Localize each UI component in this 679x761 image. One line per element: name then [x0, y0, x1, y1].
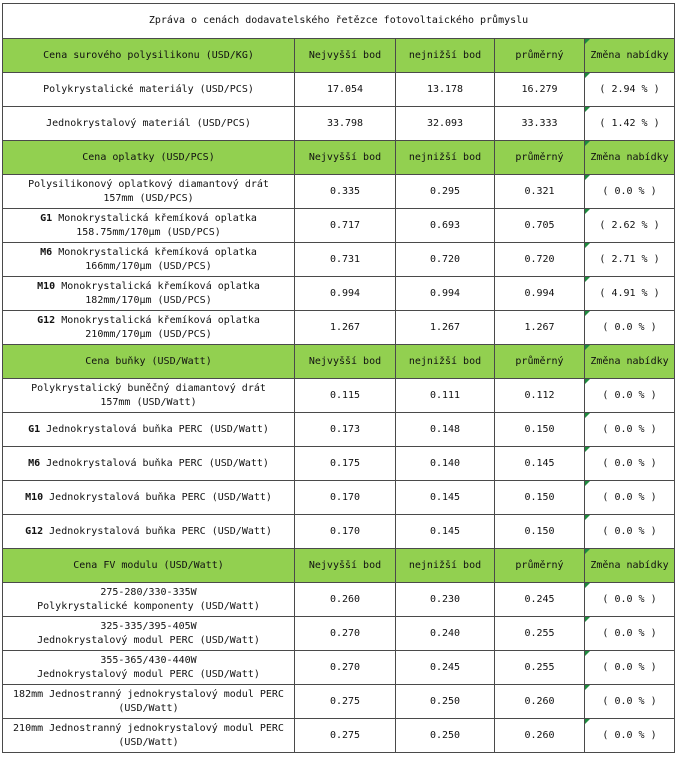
row-label-line-2: Polykrystalické komponenty (USD/Watt)	[37, 600, 260, 612]
value-high: 17.054	[295, 73, 396, 107]
value-avg: 0.994	[495, 277, 585, 311]
row-label	[3, 651, 295, 685]
row-label-line-1	[6, 280, 291, 294]
value-change: ( 0.0 % )	[585, 379, 675, 413]
row-label-line-2: 157mm (USD/PCS)	[103, 192, 194, 204]
col-header-high: Nejvyšší bod	[295, 141, 396, 175]
row-label-line-2: Jednokrystalový modul PERC (USD/Watt)	[37, 634, 260, 646]
table-row	[3, 73, 675, 107]
row-label	[3, 311, 295, 345]
table-row	[3, 311, 675, 345]
row-label-text: 210mm Jednostranný jednokrystalový modul PERC	[13, 722, 284, 734]
value-low: 0.145	[396, 515, 495, 549]
row-label	[3, 379, 295, 413]
report-title: Zpráva o cenách dodavatelského řetězce fotovoltaického průmyslu	[3, 4, 675, 39]
value-high: 0.275	[295, 685, 396, 719]
table-row	[3, 481, 675, 515]
value-change: ( 2.71 % )	[585, 243, 675, 277]
value-high: 0.270	[295, 617, 396, 651]
row-label-text: Monokrystalická křemíková oplatka	[58, 246, 257, 258]
row-label-line-1	[6, 178, 291, 192]
section-title: Cena oplatky (USD/PCS)	[3, 141, 295, 175]
row-label-text: 325-335/395-405W	[100, 620, 197, 632]
value-avg: 0.705	[495, 209, 585, 243]
value-low: 0.145	[396, 481, 495, 515]
row-label-line-1	[6, 382, 291, 396]
value-high: 0.175	[295, 447, 396, 481]
row-label	[3, 277, 295, 311]
row-label-line-2: 210mm/170μm (USD/PCS)	[85, 328, 212, 340]
row-label-line-2: 166mm/170μm (USD/PCS)	[85, 260, 212, 272]
section-title: Cena FV modulu (USD/Watt)	[3, 549, 295, 583]
col-header-low: nejnižší bod	[396, 141, 495, 175]
value-change: ( 0.0 % )	[585, 583, 675, 617]
value-change: ( 4.91 % )	[585, 277, 675, 311]
row-label	[3, 685, 295, 719]
row-label-text: Jednokrystalový materiál (USD/PCS)	[46, 117, 251, 129]
value-avg: 0.255	[495, 651, 585, 685]
value-low: 0.140	[396, 447, 495, 481]
row-label	[3, 719, 295, 753]
value-change: ( 0.0 % )	[585, 685, 675, 719]
value-high: 0.173	[295, 413, 396, 447]
row-label-line-2: 182mm/170μm (USD/PCS)	[85, 294, 212, 306]
section-title: Cena buňky (USD/Watt)	[3, 345, 295, 379]
table-row	[3, 515, 675, 549]
table-row	[3, 209, 675, 243]
table-row	[3, 413, 675, 447]
row-label	[3, 481, 295, 515]
value-high: 0.260	[295, 583, 396, 617]
section-title: Cena surového polysilikonu (USD/KG)	[3, 39, 295, 73]
value-change: ( 2.62 % )	[585, 209, 675, 243]
row-label-line-2: (USD/Watt)	[118, 702, 179, 714]
value-high: 0.170	[295, 515, 396, 549]
section-header-row	[3, 549, 675, 583]
value-high: 1.267	[295, 311, 396, 345]
row-label-text: 275-280/330-335W	[100, 586, 197, 598]
size-prefix: M10	[25, 491, 44, 503]
value-high: 0.994	[295, 277, 396, 311]
size-prefix: G1	[40, 212, 53, 224]
value-low: 0.250	[396, 719, 495, 753]
row-label	[3, 175, 295, 209]
col-header-change: Změna nabídky	[585, 39, 675, 73]
value-low: 32.093	[396, 107, 495, 141]
size-prefix: G1	[28, 423, 41, 435]
value-low: 0.720	[396, 243, 495, 277]
row-label-line-1	[6, 586, 291, 600]
col-header-avg: průměrný	[495, 39, 585, 73]
row-label-text: Jednokrystalová buňka PERC (USD/Watt)	[49, 525, 272, 537]
table-row	[3, 107, 675, 141]
col-header-high: Nejvyšší bod	[295, 39, 396, 73]
row-label	[3, 73, 295, 107]
row-label-line-1	[6, 212, 291, 226]
value-avg: 0.150	[495, 481, 585, 515]
table-row	[3, 243, 675, 277]
size-prefix: M10	[37, 280, 56, 292]
row-label-line-2: 157mm (USD/Watt)	[100, 396, 197, 408]
table-row	[3, 685, 675, 719]
value-low: 0.148	[396, 413, 495, 447]
value-high: 0.275	[295, 719, 396, 753]
size-prefix: G12	[37, 314, 56, 326]
row-label	[3, 413, 295, 447]
row-label-text: Monokrystalická křemíková oplatka	[61, 314, 260, 326]
col-header-low: nejnižší bod	[396, 345, 495, 379]
title-row	[3, 4, 675, 39]
row-label	[3, 107, 295, 141]
col-header-change: Změna nabídky	[585, 345, 675, 379]
row-label-text: Monokrystalická křemíková oplatka	[58, 212, 257, 224]
value-low: 0.230	[396, 583, 495, 617]
value-avg: 0.720	[495, 243, 585, 277]
value-avg: 0.112	[495, 379, 585, 413]
row-label	[3, 515, 295, 549]
col-header-avg: průměrný	[495, 141, 585, 175]
row-label-line-1	[6, 654, 291, 668]
value-change: ( 0.0 % )	[585, 311, 675, 345]
col-header-avg: průměrný	[495, 345, 585, 379]
row-label-line-2: Jednokrystalový modul PERC (USD/Watt)	[37, 668, 260, 680]
value-avg: 0.321	[495, 175, 585, 209]
col-header-high: Nejvyšší bod	[295, 549, 396, 583]
value-change: ( 1.42 % )	[585, 107, 675, 141]
value-change: ( 2.94 % )	[585, 73, 675, 107]
col-header-change: Změna nabídky	[585, 549, 675, 583]
col-header-avg: průměrný	[495, 549, 585, 583]
row-label	[3, 209, 295, 243]
table-row	[3, 379, 675, 413]
row-label	[3, 617, 295, 651]
report-body	[3, 4, 675, 753]
value-low: 13.178	[396, 73, 495, 107]
col-header-low: nejnižší bod	[396, 549, 495, 583]
col-header-change: Změna nabídky	[585, 141, 675, 175]
value-avg: 0.260	[495, 685, 585, 719]
row-label-text: Polykrystalické materiály (USD/PCS)	[43, 83, 254, 95]
value-high: 33.798	[295, 107, 396, 141]
value-low: 0.994	[396, 277, 495, 311]
value-low: 0.250	[396, 685, 495, 719]
row-label-line-1	[6, 722, 291, 736]
row-label-text: Monokrystalická křemíková oplatka	[61, 280, 260, 292]
table-row	[3, 583, 675, 617]
row-label-text: Jednokrystalová buňka PERC (USD/Watt)	[49, 491, 272, 503]
value-avg: 33.333	[495, 107, 585, 141]
table-row	[3, 447, 675, 481]
value-change: ( 0.0 % )	[585, 719, 675, 753]
size-prefix: G12	[25, 525, 44, 537]
section-header-row	[3, 345, 675, 379]
value-avg: 1.267	[495, 311, 585, 345]
value-change: ( 0.0 % )	[585, 481, 675, 515]
row-label-text: 182mm Jednostranný jednokrystalový modul PERC	[13, 688, 284, 700]
row-label-line-1	[6, 688, 291, 702]
row-label-line-2: 158.75mm/170μm (USD/PCS)	[76, 226, 221, 238]
value-avg: 0.145	[495, 447, 585, 481]
value-high: 0.270	[295, 651, 396, 685]
section-header-row	[3, 141, 675, 175]
row-label-text: Polykrystalický buněčný diamantový drát	[31, 382, 266, 394]
section-header-row	[3, 39, 675, 73]
value-low: 0.245	[396, 651, 495, 685]
value-change: ( 0.0 % )	[585, 515, 675, 549]
value-low: 0.111	[396, 379, 495, 413]
table-row	[3, 651, 675, 685]
row-label	[3, 583, 295, 617]
row-label	[3, 243, 295, 277]
value-high: 0.717	[295, 209, 396, 243]
row-label-line-2: (USD/Watt)	[118, 736, 179, 748]
value-high: 0.731	[295, 243, 396, 277]
value-low: 0.693	[396, 209, 495, 243]
table-row	[3, 175, 675, 209]
row-label-line-1	[6, 620, 291, 634]
row-label-text: Jednokrystalová buňka PERC (USD/Watt)	[46, 457, 269, 469]
row-label-line-1	[6, 314, 291, 328]
size-prefix: M6	[28, 457, 41, 469]
value-high: 0.115	[295, 379, 396, 413]
value-high: 0.335	[295, 175, 396, 209]
col-header-high: Nejvyšší bod	[295, 345, 396, 379]
value-avg: 0.150	[495, 413, 585, 447]
value-high: 0.170	[295, 481, 396, 515]
price-report-table	[2, 3, 675, 753]
size-prefix: M6	[40, 246, 53, 258]
row-label-text: 355-365/430-440W	[100, 654, 197, 666]
row-label	[3, 447, 295, 481]
value-low: 1.267	[396, 311, 495, 345]
table-row	[3, 277, 675, 311]
value-avg: 16.279	[495, 73, 585, 107]
row-label-line-1	[6, 246, 291, 260]
value-change: ( 0.0 % )	[585, 175, 675, 209]
value-change: ( 0.0 % )	[585, 447, 675, 481]
value-low: 0.240	[396, 617, 495, 651]
value-avg: 0.245	[495, 583, 585, 617]
value-avg: 0.255	[495, 617, 585, 651]
row-label-text: Polysilikonový oplatkový diamantový drát	[28, 178, 269, 190]
value-change: ( 0.0 % )	[585, 617, 675, 651]
value-change: ( 0.0 % )	[585, 413, 675, 447]
value-avg: 0.260	[495, 719, 585, 753]
value-low: 0.295	[396, 175, 495, 209]
row-label-text: Jednokrystalová buňka PERC (USD/Watt)	[46, 423, 269, 435]
table-row	[3, 719, 675, 753]
value-avg: 0.150	[495, 515, 585, 549]
table-row	[3, 617, 675, 651]
col-header-low: nejnižší bod	[396, 39, 495, 73]
value-change: ( 0.0 % )	[585, 651, 675, 685]
